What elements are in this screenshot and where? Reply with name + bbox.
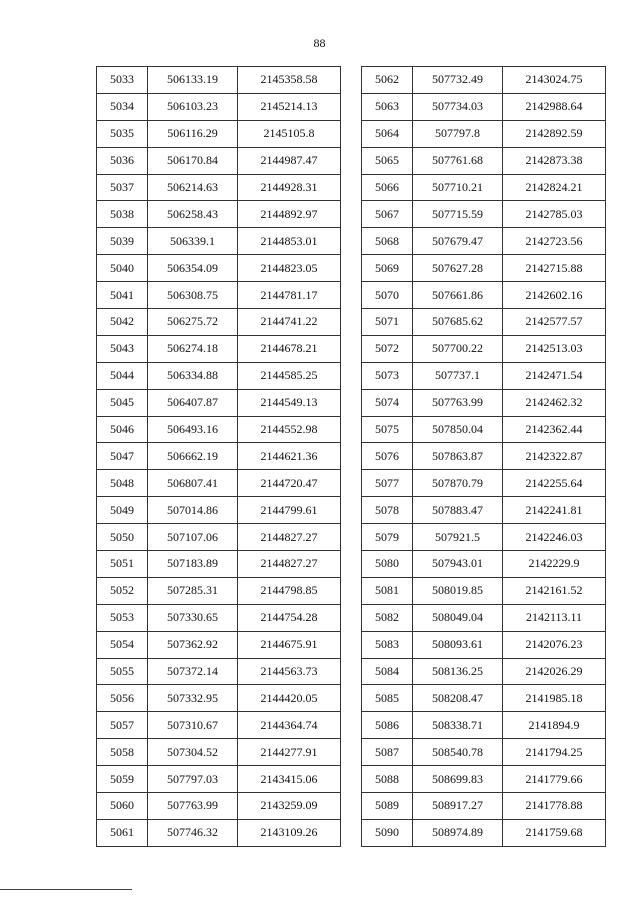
table-row bbox=[362, 228, 606, 255]
y-coordinate-cell: 2141894.9 bbox=[503, 712, 606, 739]
x-coordinate-cell: 506274.18 bbox=[148, 335, 238, 362]
table-row bbox=[362, 309, 606, 336]
table-row bbox=[97, 712, 341, 739]
y-coordinate-cell: 2141778.88 bbox=[503, 793, 606, 820]
point-id-cell: 5044 bbox=[97, 362, 148, 389]
y-coordinate-cell: 2144987.47 bbox=[238, 147, 341, 174]
table-row bbox=[362, 658, 606, 685]
point-id-cell: 5087 bbox=[362, 739, 413, 766]
x-coordinate-cell: 507715.59 bbox=[413, 201, 503, 228]
table-row bbox=[97, 443, 341, 470]
x-coordinate-cell: 508093.61 bbox=[413, 631, 503, 658]
y-coordinate-cell: 2142255.64 bbox=[503, 470, 606, 497]
table-row bbox=[362, 389, 606, 416]
point-id-cell: 5088 bbox=[362, 766, 413, 793]
x-coordinate-cell: 507679.47 bbox=[413, 228, 503, 255]
y-coordinate-cell: 2142241.81 bbox=[503, 497, 606, 524]
table-row bbox=[97, 67, 341, 94]
x-coordinate-cell: 507372.14 bbox=[148, 658, 238, 685]
y-coordinate-cell: 2144364.74 bbox=[238, 712, 341, 739]
point-id-cell: 5048 bbox=[97, 470, 148, 497]
x-coordinate-cell: 506354.09 bbox=[148, 255, 238, 282]
y-coordinate-cell: 2141985.18 bbox=[503, 685, 606, 712]
point-id-cell: 5045 bbox=[97, 389, 148, 416]
y-coordinate-cell: 2142513.03 bbox=[503, 335, 606, 362]
point-id-cell: 5059 bbox=[97, 766, 148, 793]
x-coordinate-cell: 506662.19 bbox=[148, 443, 238, 470]
x-coordinate-cell: 507737.1 bbox=[413, 362, 503, 389]
x-coordinate-cell: 507362.92 bbox=[148, 631, 238, 658]
x-coordinate-cell: 506170.84 bbox=[148, 147, 238, 174]
x-coordinate-cell: 507850.04 bbox=[413, 416, 503, 443]
x-coordinate-cell: 507685.62 bbox=[413, 309, 503, 336]
y-coordinate-cell: 2143024.75 bbox=[503, 67, 606, 94]
x-coordinate-cell: 506334.88 bbox=[148, 362, 238, 389]
table-row bbox=[362, 524, 606, 551]
point-id-cell: 5054 bbox=[97, 631, 148, 658]
x-coordinate-cell: 507332.95 bbox=[148, 685, 238, 712]
point-id-cell: 5052 bbox=[97, 577, 148, 604]
table-row bbox=[97, 766, 341, 793]
y-coordinate-cell: 2142723.56 bbox=[503, 228, 606, 255]
table-row bbox=[97, 470, 341, 497]
point-id-cell: 5036 bbox=[97, 147, 148, 174]
point-id-cell: 5083 bbox=[362, 631, 413, 658]
table-row bbox=[97, 201, 341, 228]
point-id-cell: 5067 bbox=[362, 201, 413, 228]
y-coordinate-cell: 2142076.23 bbox=[503, 631, 606, 658]
x-coordinate-cell: 507627.28 bbox=[413, 255, 503, 282]
point-id-cell: 5075 bbox=[362, 416, 413, 443]
point-id-cell: 5058 bbox=[97, 739, 148, 766]
x-coordinate-cell: 507700.22 bbox=[413, 335, 503, 362]
y-coordinate-cell: 2144754.28 bbox=[238, 604, 341, 631]
point-id-cell: 5086 bbox=[362, 712, 413, 739]
x-coordinate-cell: 508338.71 bbox=[413, 712, 503, 739]
point-id-cell: 5060 bbox=[97, 793, 148, 820]
table-row bbox=[97, 524, 341, 551]
y-coordinate-cell: 2142873.38 bbox=[503, 147, 606, 174]
y-coordinate-cell: 2144799.61 bbox=[238, 497, 341, 524]
x-coordinate-cell: 508699.83 bbox=[413, 766, 503, 793]
x-coordinate-cell: 508974.89 bbox=[413, 819, 503, 846]
y-coordinate-cell: 2141759.68 bbox=[503, 819, 606, 846]
y-coordinate-cell: 2145214.13 bbox=[238, 93, 341, 120]
y-coordinate-cell: 2143259.09 bbox=[238, 793, 341, 820]
y-coordinate-cell: 2144552.98 bbox=[238, 416, 341, 443]
x-coordinate-cell: 506339.1 bbox=[148, 228, 238, 255]
y-coordinate-cell: 2142715.88 bbox=[503, 255, 606, 282]
point-id-cell: 5069 bbox=[362, 255, 413, 282]
x-coordinate-cell: 507304.52 bbox=[148, 739, 238, 766]
table-row bbox=[97, 604, 341, 631]
table-body bbox=[362, 67, 606, 847]
y-coordinate-cell: 2142892.59 bbox=[503, 120, 606, 147]
point-id-cell: 5038 bbox=[97, 201, 148, 228]
x-coordinate-cell: 507883.47 bbox=[413, 497, 503, 524]
point-id-cell: 5082 bbox=[362, 604, 413, 631]
y-coordinate-cell: 2145358.58 bbox=[238, 67, 341, 94]
point-id-cell: 5043 bbox=[97, 335, 148, 362]
table-row bbox=[97, 255, 341, 282]
table-row bbox=[97, 685, 341, 712]
table-row bbox=[362, 201, 606, 228]
table-row bbox=[97, 282, 341, 309]
table-row bbox=[362, 631, 606, 658]
y-coordinate-cell: 2144675.91 bbox=[238, 631, 341, 658]
page-number: 88 bbox=[313, 36, 326, 50]
x-coordinate-cell: 507310.67 bbox=[148, 712, 238, 739]
x-coordinate-cell: 506133.19 bbox=[148, 67, 238, 94]
y-coordinate-cell: 2142988.64 bbox=[503, 93, 606, 120]
y-coordinate-cell: 2142362.44 bbox=[503, 416, 606, 443]
table-row bbox=[362, 93, 606, 120]
table-row bbox=[97, 577, 341, 604]
x-coordinate-cell: 506116.29 bbox=[148, 120, 238, 147]
y-coordinate-cell: 2142322.87 bbox=[503, 443, 606, 470]
x-coordinate-cell: 506258.43 bbox=[148, 201, 238, 228]
x-coordinate-cell: 507746.32 bbox=[148, 819, 238, 846]
point-id-cell: 5081 bbox=[362, 577, 413, 604]
y-coordinate-cell: 2142246.03 bbox=[503, 524, 606, 551]
table-body bbox=[97, 67, 341, 847]
point-id-cell: 5057 bbox=[97, 712, 148, 739]
table-row bbox=[362, 604, 606, 631]
point-id-cell: 5051 bbox=[97, 551, 148, 578]
y-coordinate-cell: 2144741.22 bbox=[238, 309, 341, 336]
y-coordinate-cell: 2145105.8 bbox=[238, 120, 341, 147]
point-id-cell: 5056 bbox=[97, 685, 148, 712]
table-row bbox=[97, 120, 341, 147]
y-coordinate-cell: 2144549.13 bbox=[238, 389, 341, 416]
point-id-cell: 5055 bbox=[97, 658, 148, 685]
x-coordinate-cell: 507870.79 bbox=[413, 470, 503, 497]
table-row bbox=[97, 174, 341, 201]
point-id-cell: 5047 bbox=[97, 443, 148, 470]
table-row bbox=[97, 335, 341, 362]
x-coordinate-cell: 507285.31 bbox=[148, 577, 238, 604]
y-coordinate-cell: 2142113.11 bbox=[503, 604, 606, 631]
table-row bbox=[362, 67, 606, 94]
y-coordinate-cell: 2144798.85 bbox=[238, 577, 341, 604]
table-row bbox=[97, 819, 341, 846]
point-id-cell: 5089 bbox=[362, 793, 413, 820]
y-coordinate-cell: 2144827.27 bbox=[238, 551, 341, 578]
table-row bbox=[362, 685, 606, 712]
table-row bbox=[362, 362, 606, 389]
point-id-cell: 5042 bbox=[97, 309, 148, 336]
x-coordinate-cell: 508019.85 bbox=[413, 577, 503, 604]
y-coordinate-cell: 2144678.21 bbox=[238, 335, 341, 362]
y-coordinate-cell: 2144720.47 bbox=[238, 470, 341, 497]
y-coordinate-cell: 2144781.17 bbox=[238, 282, 341, 309]
point-id-cell: 5050 bbox=[97, 524, 148, 551]
y-coordinate-cell: 2144853.01 bbox=[238, 228, 341, 255]
x-coordinate-cell: 507183.89 bbox=[148, 551, 238, 578]
y-coordinate-cell: 2142471.54 bbox=[503, 362, 606, 389]
point-id-cell: 5064 bbox=[362, 120, 413, 147]
table-row bbox=[362, 470, 606, 497]
table-row bbox=[97, 228, 341, 255]
point-id-cell: 5033 bbox=[97, 67, 148, 94]
point-id-cell: 5077 bbox=[362, 470, 413, 497]
x-coordinate-cell: 507797.8 bbox=[413, 120, 503, 147]
y-coordinate-cell: 2144277.91 bbox=[238, 739, 341, 766]
x-coordinate-cell: 508208.47 bbox=[413, 685, 503, 712]
table-row bbox=[97, 551, 341, 578]
x-coordinate-cell: 507863.87 bbox=[413, 443, 503, 470]
table-row bbox=[362, 551, 606, 578]
x-coordinate-cell: 507734.03 bbox=[413, 93, 503, 120]
table-row bbox=[362, 147, 606, 174]
table-row bbox=[362, 577, 606, 604]
x-coordinate-cell: 507330.65 bbox=[148, 604, 238, 631]
point-id-cell: 5070 bbox=[362, 282, 413, 309]
point-id-cell: 5062 bbox=[362, 67, 413, 94]
y-coordinate-cell: 2142229.9 bbox=[503, 551, 606, 578]
footnote-rule bbox=[0, 889, 132, 890]
table-row bbox=[97, 497, 341, 524]
point-id-cell: 5063 bbox=[362, 93, 413, 120]
table-row bbox=[97, 416, 341, 443]
point-id-cell: 5053 bbox=[97, 604, 148, 631]
point-id-cell: 5049 bbox=[97, 497, 148, 524]
point-id-cell: 5039 bbox=[97, 228, 148, 255]
point-id-cell: 5035 bbox=[97, 120, 148, 147]
y-coordinate-cell: 2142462.32 bbox=[503, 389, 606, 416]
x-coordinate-cell: 507661.86 bbox=[413, 282, 503, 309]
y-coordinate-cell: 2144928.31 bbox=[238, 174, 341, 201]
point-id-cell: 5080 bbox=[362, 551, 413, 578]
table-row bbox=[97, 309, 341, 336]
y-coordinate-cell: 2142026.29 bbox=[503, 658, 606, 685]
table-row bbox=[97, 793, 341, 820]
point-id-cell: 5037 bbox=[97, 174, 148, 201]
table-row bbox=[362, 416, 606, 443]
point-id-cell: 5068 bbox=[362, 228, 413, 255]
x-coordinate-cell: 508049.04 bbox=[413, 604, 503, 631]
table-row bbox=[97, 739, 341, 766]
x-coordinate-cell: 507763.99 bbox=[148, 793, 238, 820]
x-coordinate-cell: 506308.75 bbox=[148, 282, 238, 309]
y-coordinate-cell: 2144823.05 bbox=[238, 255, 341, 282]
point-id-cell: 5066 bbox=[362, 174, 413, 201]
point-id-cell: 5061 bbox=[97, 819, 148, 846]
x-coordinate-cell: 507797.03 bbox=[148, 766, 238, 793]
point-id-cell: 5034 bbox=[97, 93, 148, 120]
table-row bbox=[97, 93, 341, 120]
table-row bbox=[362, 766, 606, 793]
table-row bbox=[362, 174, 606, 201]
point-id-cell: 5072 bbox=[362, 335, 413, 362]
x-coordinate-cell: 508917.27 bbox=[413, 793, 503, 820]
point-id-cell: 5078 bbox=[362, 497, 413, 524]
point-id-cell: 5071 bbox=[362, 309, 413, 336]
x-coordinate-cell: 506275.72 bbox=[148, 309, 238, 336]
point-id-cell: 5041 bbox=[97, 282, 148, 309]
y-coordinate-cell: 2144892.97 bbox=[238, 201, 341, 228]
point-id-cell: 5090 bbox=[362, 819, 413, 846]
table-row bbox=[97, 389, 341, 416]
y-coordinate-cell: 2143415.06 bbox=[238, 766, 341, 793]
point-id-cell: 5065 bbox=[362, 147, 413, 174]
x-coordinate-cell: 507921.5 bbox=[413, 524, 503, 551]
table-row bbox=[362, 739, 606, 766]
y-coordinate-cell: 2142824.21 bbox=[503, 174, 606, 201]
table-row bbox=[362, 282, 606, 309]
table-row bbox=[362, 497, 606, 524]
y-coordinate-cell: 2142785.03 bbox=[503, 201, 606, 228]
table-row bbox=[362, 712, 606, 739]
point-id-cell: 5079 bbox=[362, 524, 413, 551]
x-coordinate-cell: 506103.23 bbox=[148, 93, 238, 120]
table-row bbox=[97, 658, 341, 685]
x-coordinate-cell: 507943.01 bbox=[413, 551, 503, 578]
coordinate-table-left bbox=[96, 66, 341, 847]
x-coordinate-cell: 507732.49 bbox=[413, 67, 503, 94]
point-id-cell: 5046 bbox=[97, 416, 148, 443]
point-id-cell: 5040 bbox=[97, 255, 148, 282]
table-row bbox=[362, 255, 606, 282]
y-coordinate-cell: 2142577.57 bbox=[503, 309, 606, 336]
y-coordinate-cell: 2144827.27 bbox=[238, 524, 341, 551]
point-id-cell: 5073 bbox=[362, 362, 413, 389]
point-id-cell: 5085 bbox=[362, 685, 413, 712]
x-coordinate-cell: 507107.06 bbox=[148, 524, 238, 551]
point-id-cell: 5084 bbox=[362, 658, 413, 685]
table-row bbox=[97, 362, 341, 389]
x-coordinate-cell: 506493.16 bbox=[148, 416, 238, 443]
table-row bbox=[97, 631, 341, 658]
table-row bbox=[97, 147, 341, 174]
y-coordinate-cell: 2141779.66 bbox=[503, 766, 606, 793]
y-coordinate-cell: 2142602.16 bbox=[503, 282, 606, 309]
point-id-cell: 5074 bbox=[362, 389, 413, 416]
coordinate-table-right bbox=[361, 66, 606, 847]
x-coordinate-cell: 506807.41 bbox=[148, 470, 238, 497]
y-coordinate-cell: 2141794.25 bbox=[503, 739, 606, 766]
point-id-cell: 5076 bbox=[362, 443, 413, 470]
x-coordinate-cell: 507014.86 bbox=[148, 497, 238, 524]
y-coordinate-cell: 2144563.73 bbox=[238, 658, 341, 685]
x-coordinate-cell: 507763.99 bbox=[413, 389, 503, 416]
x-coordinate-cell: 506407.87 bbox=[148, 389, 238, 416]
y-coordinate-cell: 2144621.36 bbox=[238, 443, 341, 470]
table-row bbox=[362, 793, 606, 820]
table-row bbox=[362, 335, 606, 362]
y-coordinate-cell: 2143109.26 bbox=[238, 819, 341, 846]
x-coordinate-cell: 507761.68 bbox=[413, 147, 503, 174]
x-coordinate-cell: 508136.25 bbox=[413, 658, 503, 685]
table-row bbox=[362, 120, 606, 147]
x-coordinate-cell: 508540.78 bbox=[413, 739, 503, 766]
y-coordinate-cell: 2144585.25 bbox=[238, 362, 341, 389]
x-coordinate-cell: 507710.21 bbox=[413, 174, 503, 201]
x-coordinate-cell: 506214.63 bbox=[148, 174, 238, 201]
table-row bbox=[362, 819, 606, 846]
y-coordinate-cell: 2142161.52 bbox=[503, 577, 606, 604]
table-row bbox=[362, 443, 606, 470]
y-coordinate-cell: 2144420.05 bbox=[238, 685, 341, 712]
